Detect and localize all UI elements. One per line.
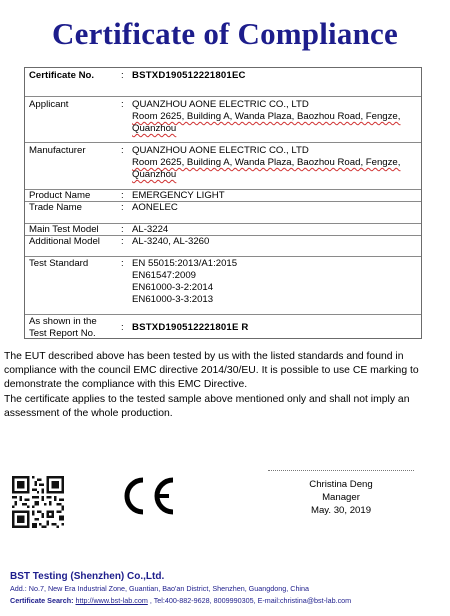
- colon: :: [121, 190, 124, 201]
- applicant-label: Applicant: [29, 99, 69, 110]
- manufacturer-line-3: Quanzhou: [132, 169, 177, 180]
- statement-paragraph-1: The EUT described above has been tested by us with the listed standards and found in compliance with the council EMC directive 2014/30/EU. It is possible to use CE marking to demonstrate the compliance with this EMC Directive.: [4, 351, 419, 391]
- certificate-title: Certificate of Compliance: [52, 16, 398, 51]
- test-standard-1: EN 55015:2013/A1:2015: [132, 258, 238, 269]
- report-no-value: BSTXD190512221801E R: [132, 322, 249, 333]
- row-test-report-no: [25, 314, 421, 338]
- product-name-label: Product Name: [29, 190, 91, 201]
- applicant-line-1: QUANZHOU AONE ELECTRIC CO., LTD: [132, 99, 309, 110]
- footer-company: BST Testing (Shenzhen) Co.,Ltd.: [10, 571, 165, 582]
- website-link[interactable]: http://www.bst-lab.com: [75, 596, 148, 605]
- cert-no-label: Certificate No.: [29, 70, 95, 81]
- statement-paragraph-2: The certificate applies to the tested sample above mentioned only and shall not imply an assessment of the whole production.: [4, 393, 410, 419]
- qr-code-icon: [12, 476, 64, 528]
- row-manufacturer: [25, 142, 421, 189]
- additional-model-value: AL-3240, AL-3260: [132, 236, 210, 247]
- trade-name-value: AONELEC: [132, 202, 178, 213]
- colon: :: [121, 258, 124, 269]
- test-standard-3: EN61000-3-2:2014: [132, 282, 214, 293]
- main-model-value: AL-3224: [132, 224, 169, 235]
- row-main-test-model: [25, 223, 421, 235]
- row-additional-model: [25, 235, 421, 256]
- test-standard-2: EN61547:2009: [132, 270, 197, 281]
- test-standard-value: [132, 258, 416, 306]
- additional-model-label: Additional Model: [29, 236, 100, 247]
- signatory-title: Manager: [322, 492, 360, 503]
- row-trade-name: [25, 201, 421, 223]
- applicant-line-2: Room 2625, Building A, Wanda Plaza, Baozhou Road, Fengze,: [132, 111, 401, 122]
- certificate-search-label: Certificate Search:: [10, 596, 74, 605]
- product-name-value: EMERGENCY LIGHT: [132, 190, 225, 201]
- signature-block: [268, 470, 414, 517]
- row-applicant: [25, 96, 421, 142]
- signatory-name: Christina Deng: [309, 479, 373, 490]
- colon: :: [121, 202, 124, 213]
- report-label: [29, 316, 97, 340]
- applicant-value: [132, 99, 416, 135]
- manufacturer-label: Manufacturer: [29, 145, 86, 156]
- manufacturer-value: [132, 145, 416, 181]
- trade-name-label: Trade Name: [29, 202, 82, 213]
- test-standard-4: EN61000-3-3:2013: [132, 294, 214, 305]
- colon: :: [121, 236, 124, 247]
- colon: :: [121, 145, 124, 156]
- manufacturer-line-2: Room 2625, Building A, Wanda Plaza, Baozhou Road, Fengze,: [132, 157, 401, 168]
- manufacturer-line-1: QUANZHOU AONE ELECTRIC CO., LTD: [132, 145, 309, 156]
- report-label-line-1: As shown in the: [29, 316, 97, 327]
- test-standard-label: Test Standard: [29, 258, 89, 269]
- footer-contact: [10, 595, 446, 607]
- report-label-line-2: Test Report No.: [29, 328, 96, 339]
- colon: :: [121, 322, 124, 333]
- colon: :: [121, 99, 124, 110]
- colon: :: [121, 70, 124, 81]
- signature-line: [268, 470, 414, 471]
- compliance-statement: [4, 350, 444, 421]
- cert-no-value: BSTXD190512221801EC: [132, 70, 246, 81]
- certificate-details-table: [24, 67, 422, 339]
- ce-mark-icon: [118, 474, 176, 518]
- signature-date: May. 30, 2019: [310, 505, 372, 516]
- contact-details: , Tel:400-882-9628, 8009990305, E-mail:christina@bst-lab.com: [147, 596, 352, 605]
- row-certificate-no: [25, 68, 421, 85]
- applicant-line-3: Quanzhou: [132, 123, 177, 134]
- main-model-label: Main Test Model: [29, 224, 99, 235]
- row-test-standard: [25, 256, 421, 314]
- footer-address: Add.: No.7, New Era Industrial Zone, Guantian, Bao'an District, Shenzhen, Guangdong, China: [10, 584, 310, 593]
- row-product-name: [25, 189, 421, 201]
- footer: [10, 570, 446, 607]
- colon: :: [121, 224, 124, 235]
